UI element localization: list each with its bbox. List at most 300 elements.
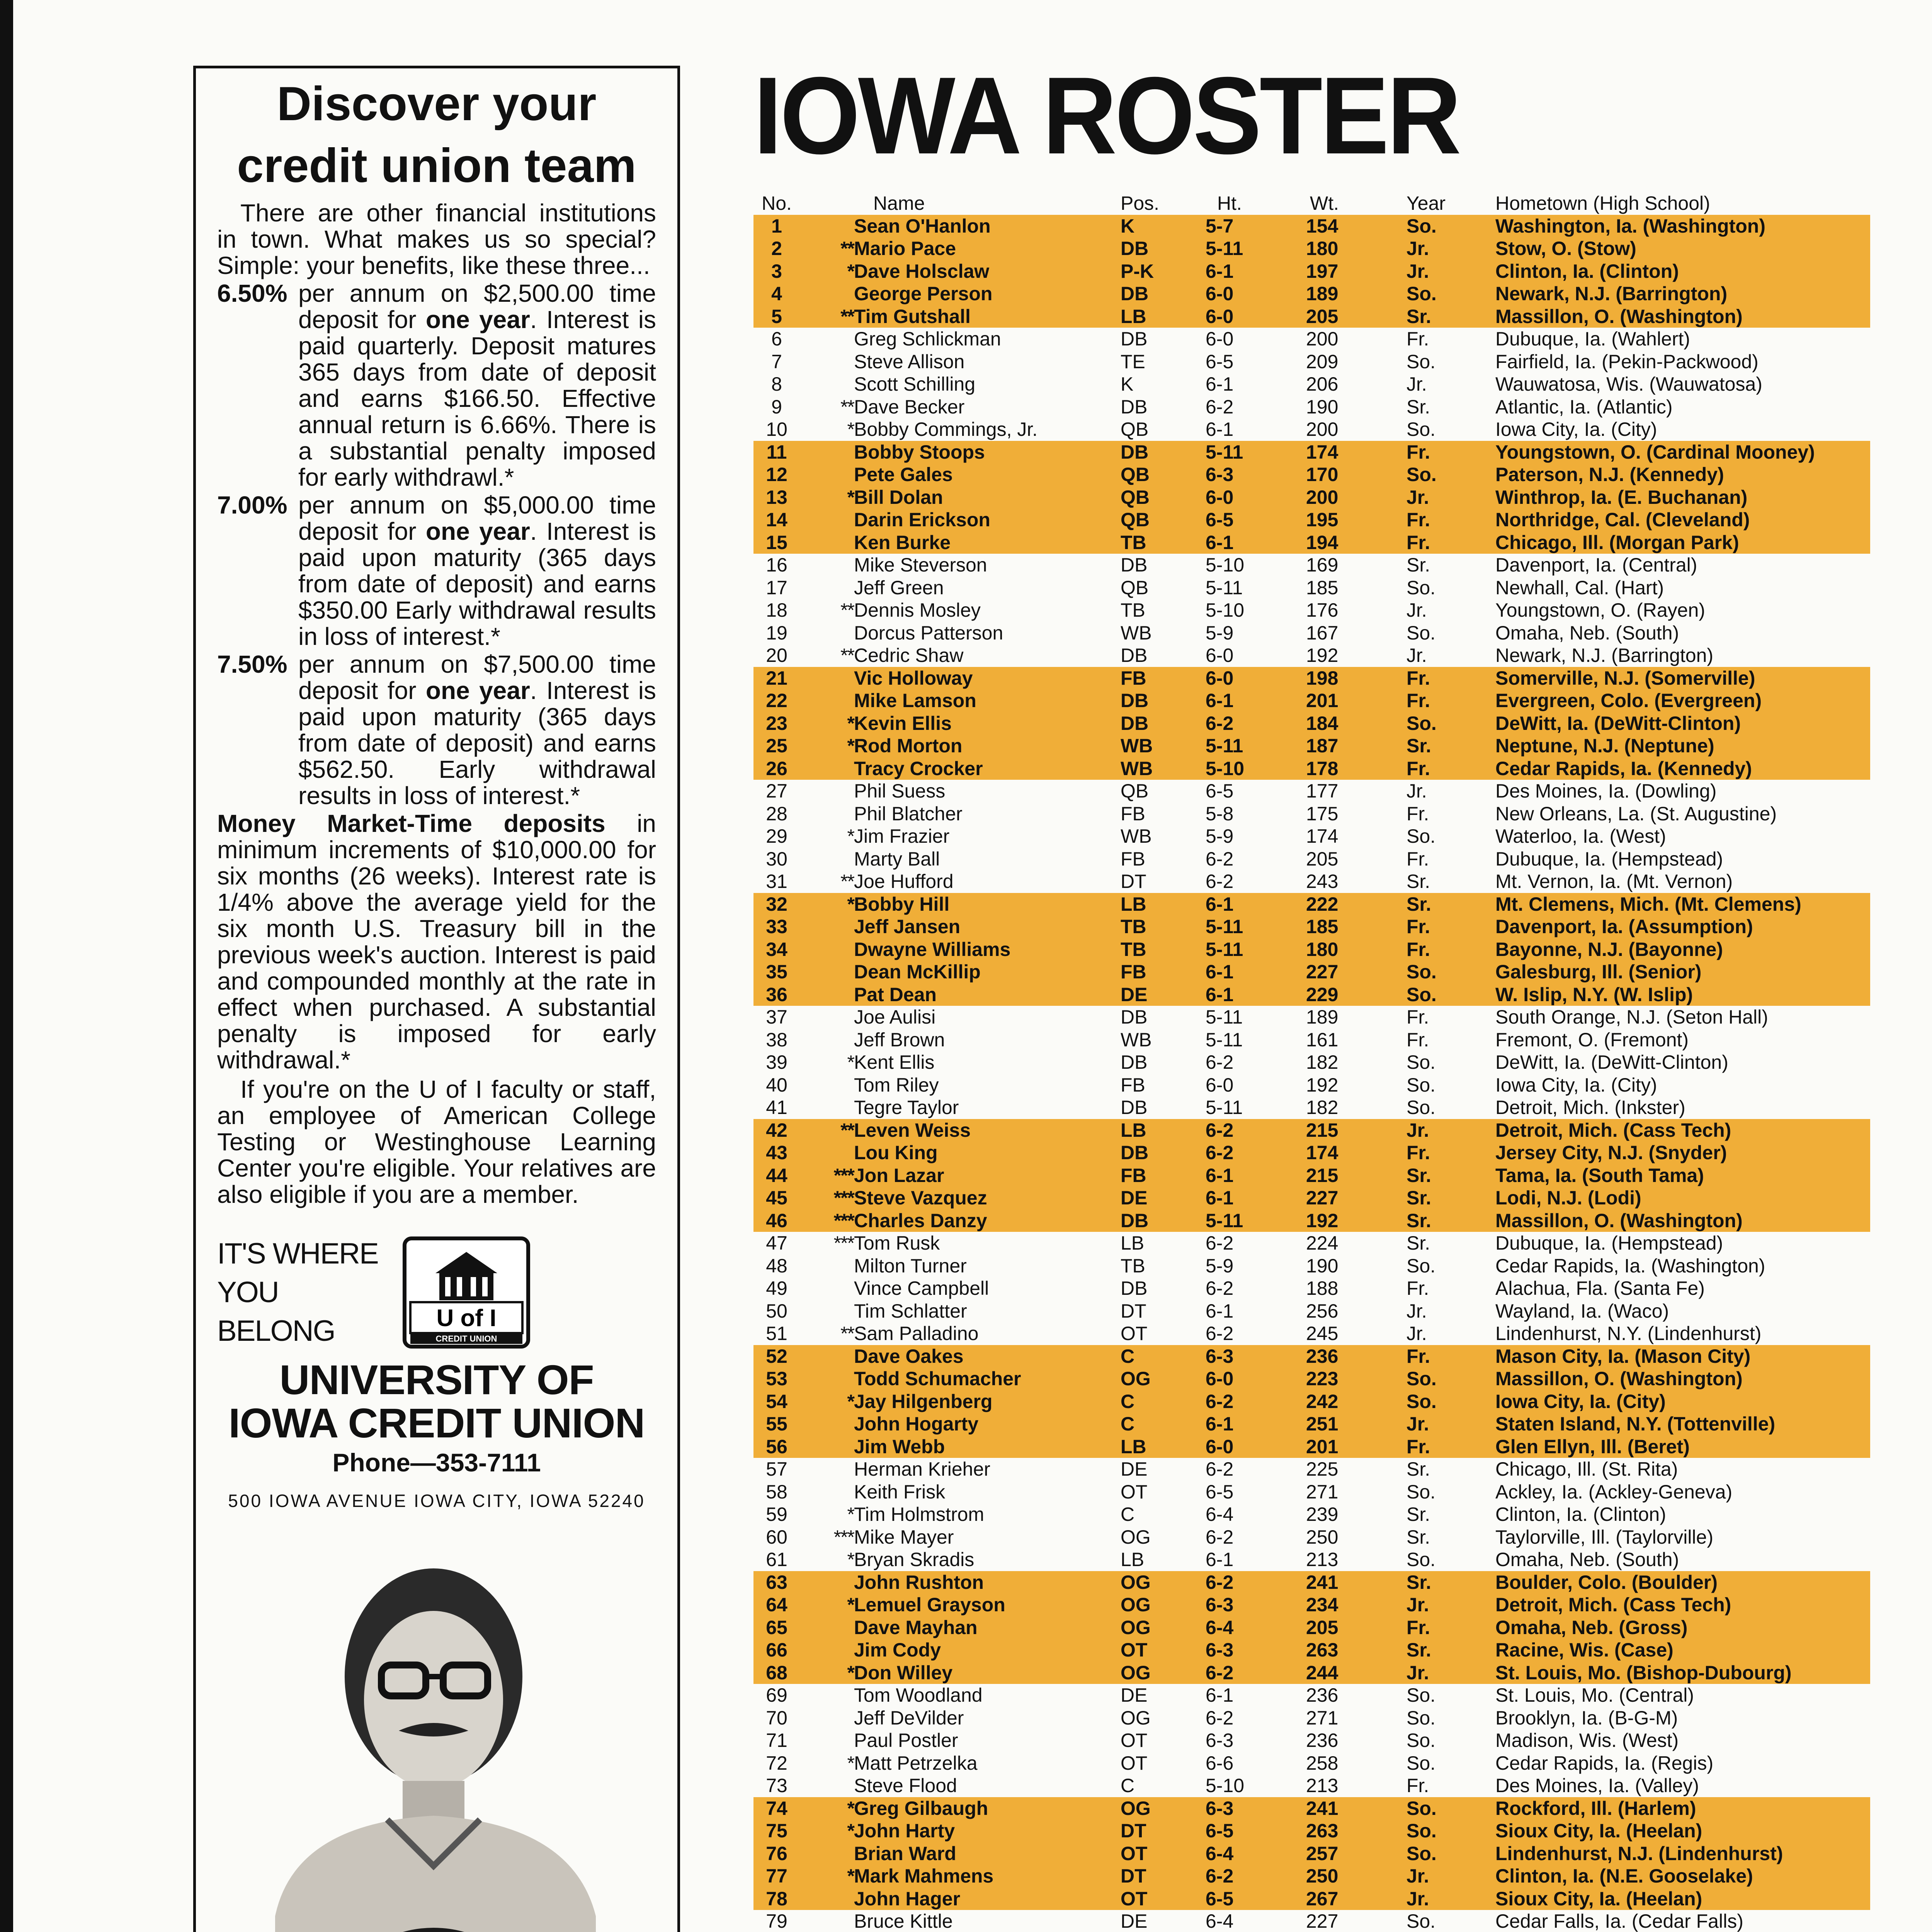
player-year: So. (1406, 961, 1437, 983)
player-hometown: Iowa City, Ia. (City) (1495, 1390, 1666, 1412)
player-height: 5-11 (1206, 238, 1243, 259)
player-name: Tom Riley (854, 1074, 939, 1096)
table-row (753, 1187, 1870, 1209)
player-year: So. (1406, 1752, 1436, 1774)
player-hometown: Newark, N.J. (Barrington) (1495, 645, 1714, 666)
player-number: 76 (766, 1842, 787, 1864)
player-year: Jr. (1406, 238, 1429, 259)
player-weight: 194 (1306, 531, 1338, 553)
player-position: TB (1121, 938, 1146, 960)
table-row (753, 622, 1870, 645)
player-position: OG (1121, 1707, 1151, 1729)
table-row (753, 870, 1870, 893)
player-hometown: Dubuque, Ia. (Wahlert) (1495, 328, 1690, 350)
player-number: 55 (766, 1413, 787, 1435)
player-weight: 198 (1306, 667, 1338, 689)
player-height: 5-10 (1206, 554, 1245, 576)
player-year: Jr. (1406, 486, 1429, 508)
player-height: 6-1 (1206, 1413, 1234, 1435)
player-hometown: St. Louis, Mo. (Central) (1495, 1684, 1694, 1706)
player-height: 6-1 (1206, 373, 1234, 395)
player-name: *Kent Ellis (811, 1051, 1082, 1074)
player-height: 5-9 (1206, 825, 1234, 847)
player-position: OG (1121, 1797, 1151, 1819)
player-number: 43 (766, 1142, 787, 1163)
player-number: 17 (766, 577, 787, 599)
player-hometown: Newark, N.J. (Barrington) (1495, 283, 1728, 304)
player-number: 59 (766, 1503, 787, 1525)
player-name: *Dave Holsclaw (811, 260, 1082, 283)
player-hometown: Cedar Rapids, Ia. (Kennedy) (1495, 757, 1752, 779)
roster-rows (753, 215, 1870, 1932)
player-hometown: DeWitt, Ia. (DeWitt-Clinton) (1495, 1051, 1728, 1073)
rate-list (217, 280, 656, 809)
player-name: John Hager (854, 1888, 961, 1910)
table-row (753, 1074, 1870, 1097)
credit-union-logo-icon (403, 1236, 530, 1349)
player-height: 6-1 (1206, 983, 1234, 1005)
player-number: 57 (766, 1458, 787, 1480)
player-position: C (1121, 1503, 1135, 1525)
player-number: 6 (771, 328, 782, 350)
player-weight: 213 (1306, 1775, 1338, 1796)
player-year: Jr. (1406, 1865, 1429, 1887)
player-number: 33 (766, 916, 787, 937)
player-position: OT (1121, 1323, 1148, 1344)
table-row (753, 689, 1870, 712)
player-hometown: Mt. Vernon, Ia. (Mt. Vernon) (1495, 871, 1733, 892)
player-hometown: Alachua, Fla. (Santa Fe) (1495, 1277, 1705, 1299)
player-number: 25 (766, 735, 787, 757)
player-number: 60 (766, 1526, 787, 1548)
table-row (753, 1888, 1870, 1910)
player-number: 48 (766, 1255, 787, 1277)
player-name: Dave Mayhan (854, 1616, 978, 1638)
player-height: 6-2 (1206, 1526, 1234, 1548)
player-number: 2 (771, 238, 782, 259)
player-year: So. (1406, 1368, 1437, 1389)
player-hometown: Youngstown, O. (Cardinal Mooney) (1495, 441, 1815, 463)
player-height: 5-11 (1206, 441, 1243, 463)
player-name: Brian Ward (854, 1842, 956, 1864)
player-number: 34 (766, 938, 787, 960)
player-weight: 213 (1306, 1549, 1338, 1570)
player-hometown: Staten Island, N.Y. (Tottenville) (1495, 1413, 1776, 1435)
player-name: Jim Cody (854, 1639, 941, 1661)
player-number: 15 (766, 531, 787, 553)
player-height: 6-2 (1206, 1390, 1234, 1412)
player-year: Sr. (1406, 893, 1431, 915)
player-position: WB (1121, 735, 1153, 757)
player-name: Dave Oakes (854, 1345, 964, 1367)
player-height: 5-11 (1206, 735, 1243, 757)
player-height: 6-0 (1206, 667, 1234, 689)
table-row (753, 712, 1870, 735)
player-hometown: Dubuque, Ia. (Hempstead) (1495, 848, 1723, 870)
player-number: 35 (766, 961, 787, 983)
player-number: 22 (766, 690, 787, 711)
player-weight: 192 (1306, 1074, 1338, 1096)
player-hometown: Sioux City, Ia. (Heelan) (1495, 1888, 1702, 1910)
player-height: 6-5 (1206, 780, 1234, 802)
player-position: C (1121, 1775, 1135, 1796)
player-name: Paul Postler (854, 1730, 958, 1751)
table-row (753, 237, 1870, 260)
player-height: 6-2 (1206, 1051, 1234, 1073)
player-year: So. (1406, 1910, 1436, 1932)
player-position: LB (1121, 1435, 1146, 1458)
player-position: FB (1121, 667, 1146, 689)
player-name: ***Jon Lazar (811, 1164, 1082, 1187)
money-market-head: Money Market-Time deposits (217, 810, 605, 837)
table-row (753, 961, 1870, 983)
table-row (753, 1797, 1870, 1820)
table-row (753, 1910, 1870, 1932)
player-year: So. (1406, 1097, 1436, 1118)
player-number: 45 (766, 1187, 787, 1209)
player-height: 5-11 (1206, 1006, 1243, 1028)
player-year: So. (1406, 1684, 1436, 1706)
letters-won: * (847, 1549, 854, 1570)
player-number: 44 (766, 1164, 787, 1186)
player-position: DB (1121, 712, 1149, 734)
player-position: QB (1121, 780, 1149, 802)
letters-won: *** (833, 1209, 854, 1231)
player-hometown: Stow, O. (Stow) (1495, 238, 1636, 259)
table-row (753, 1435, 1870, 1458)
roster-header-row (753, 192, 1870, 215)
player-weight: 229 (1306, 983, 1338, 1005)
player-hometown: Atlantic, Ia. (Atlantic) (1495, 396, 1673, 418)
player-number: 61 (766, 1549, 787, 1570)
player-position: TB (1121, 531, 1146, 553)
player-year: Fr. (1406, 1616, 1430, 1638)
player-position: LB (1121, 305, 1146, 327)
player-name: *Lemuel Grayson (811, 1594, 1082, 1616)
player-height: 5-10 (1206, 599, 1245, 621)
player-position: FB (1121, 1164, 1146, 1186)
letters-won: * (847, 893, 854, 915)
player-name: Ken Burke (854, 531, 951, 553)
player-position: OT (1121, 1639, 1148, 1661)
player-weight: 256 (1306, 1300, 1338, 1322)
table-row (753, 938, 1870, 961)
player-hometown: Fairfield, Ia. (Pekin-Packwood) (1495, 350, 1759, 372)
table-row (753, 282, 1870, 305)
player-year: So. (1406, 712, 1437, 734)
rate-item (217, 280, 656, 490)
player-hometown: Tama, Ia. (South Tama) (1495, 1164, 1704, 1186)
player-height: 5-9 (1206, 622, 1234, 644)
player-height: 5-11 (1206, 577, 1243, 599)
player-name: *Tim Holmstrom (811, 1503, 1082, 1526)
player-weight: 250 (1306, 1865, 1338, 1887)
player-year: Sr. (1406, 1526, 1430, 1548)
player-weight: 263 (1306, 1820, 1338, 1842)
man-with-helmet-photo (217, 1537, 662, 1932)
letters-won: * (847, 486, 854, 508)
player-year: So. (1406, 1730, 1436, 1751)
player-hometown: Cedar Rapids, Ia. (Regis) (1495, 1752, 1714, 1774)
player-hometown: Chicago, Ill. (Morgan Park) (1495, 531, 1739, 553)
money-market (217, 810, 656, 1073)
table-row (753, 1141, 1870, 1164)
player-number: 28 (766, 803, 787, 825)
player-weight: 236 (1306, 1730, 1338, 1751)
player-number: 77 (766, 1865, 787, 1887)
table-row (753, 1277, 1870, 1300)
player-name: ***Tom Rusk (811, 1232, 1082, 1255)
player-hometown: Galesburg, Ill. (Senior) (1495, 961, 1702, 983)
player-number: 5 (771, 305, 782, 327)
player-position: OT (1121, 1481, 1148, 1503)
ad-title: Discover your credit union team (237, 77, 636, 192)
player-position: TE (1121, 350, 1145, 372)
player-name: *Bobby Commings, Jr. (811, 418, 1082, 441)
player-height: 5-11 (1206, 1209, 1243, 1231)
player-name: Pete Gales (854, 464, 953, 485)
player-hometown: Clinton, Ia. (Clinton) (1495, 1503, 1666, 1525)
player-name: Steve Flood (854, 1775, 957, 1796)
table-row (753, 780, 1870, 803)
player-number: 49 (766, 1277, 787, 1299)
player-height: 6-2 (1206, 712, 1234, 734)
player-year: Fr. (1406, 757, 1430, 779)
player-hometown: Lindenhurst, N.Y. (Lindenhurst) (1495, 1323, 1762, 1344)
player-position: LB (1121, 893, 1146, 915)
player-name: Todd Schumacher (854, 1368, 1021, 1389)
player-position: QB (1121, 577, 1149, 599)
rate-item (217, 651, 656, 809)
player-number: 20 (766, 645, 787, 666)
table-row (753, 350, 1870, 373)
table-row (753, 1707, 1870, 1730)
player-hometown: W. Islip, N.Y. (W. Islip) (1495, 983, 1693, 1005)
player-number: 10 (766, 418, 787, 440)
player-height: 6-3 (1206, 1639, 1234, 1661)
player-weight: 271 (1306, 1481, 1338, 1503)
table-row (753, 599, 1870, 622)
player-year: Jr. (1406, 780, 1427, 802)
player-height: 6-4 (1206, 1616, 1234, 1638)
letters-won: * (847, 1051, 854, 1073)
player-weight: 187 (1306, 735, 1338, 757)
letters-won: ** (840, 871, 854, 892)
player-name: **Tim Gutshall (811, 305, 1082, 328)
player-height: 6-2 (1206, 848, 1234, 870)
player-number: 37 (766, 1006, 787, 1028)
letters-won: * (847, 1662, 854, 1684)
player-height: 6-1 (1206, 961, 1234, 983)
player-hometown: Bayonne, N.J. (Bayonne) (1495, 938, 1723, 960)
table-row (753, 825, 1870, 848)
player-year: Fr. (1406, 848, 1429, 870)
player-name: Dean McKillip (854, 961, 981, 983)
player-height: 6-0 (1206, 283, 1234, 304)
player-position: DB (1121, 645, 1148, 666)
player-year: So. (1406, 215, 1437, 237)
table-row (753, 1367, 1870, 1390)
player-hometown: Fremont, O. (Fremont) (1495, 1029, 1689, 1051)
player-weight: 251 (1306, 1413, 1338, 1435)
player-position: OG (1121, 1594, 1151, 1616)
player-height: 6-4 (1206, 1503, 1234, 1525)
player-weight: 234 (1306, 1594, 1338, 1616)
player-hometown: Boulder, Colo. (Boulder) (1495, 1571, 1718, 1593)
table-row (753, 1639, 1870, 1662)
player-year: Jr. (1406, 599, 1427, 621)
player-height: 6-1 (1206, 1164, 1234, 1186)
player-year: So. (1406, 1074, 1436, 1096)
player-weight: 167 (1306, 622, 1338, 644)
player-number: 71 (766, 1730, 787, 1751)
table-row (753, 463, 1870, 486)
player-hometown: Massillon, O. (Washington) (1495, 1368, 1743, 1389)
player-weight: 200 (1306, 328, 1338, 350)
player-name: Bobby Stoops (854, 441, 985, 463)
letters-won: ** (840, 599, 854, 621)
player-number: 11 (766, 441, 787, 463)
table-row (753, 1119, 1870, 1142)
player-height: 6-1 (1206, 418, 1234, 440)
player-hometown: Mt. Clemens, Mich. (Mt. Clemens) (1495, 893, 1801, 915)
table-row (753, 1729, 1870, 1752)
player-height: 6-1 (1206, 1549, 1234, 1570)
table-row (753, 893, 1870, 916)
player-name: Scott Schilling (854, 373, 976, 395)
table-row (753, 983, 1870, 1006)
player-hometown: Clinton, Ia. (N.E. Gooselake) (1495, 1865, 1753, 1887)
player-weight: 239 (1306, 1503, 1338, 1525)
player-name: Phil Blatcher (854, 803, 963, 825)
header-no: No. (762, 192, 792, 214)
player-hometown: Brooklyn, Ia. (B-G-M) (1495, 1707, 1678, 1729)
svg-text:CREDIT UNION: CREDIT UNION (435, 1334, 497, 1344)
player-year: So. (1406, 825, 1436, 847)
player-position: OT (1121, 1842, 1148, 1864)
player-height: 6-0 (1206, 1435, 1234, 1458)
player-year: So. (1406, 1549, 1436, 1570)
player-weight: 227 (1306, 1187, 1338, 1209)
player-number: 39 (766, 1051, 787, 1073)
player-name: **Joe Hufford (811, 870, 1082, 893)
player-name: *Jim Frazier (811, 825, 1082, 848)
player-hometown: Cedar Rapids, Ia. (Washington) (1495, 1255, 1765, 1277)
player-weight: 189 (1306, 1006, 1338, 1028)
player-name: Mike Lamson (854, 690, 976, 711)
table-row (753, 1322, 1870, 1345)
player-name: Tom Woodland (854, 1684, 983, 1706)
player-weight: 190 (1306, 1255, 1338, 1277)
header-hometown: Hometown (High School) (1495, 192, 1710, 214)
table-row (753, 305, 1870, 328)
player-name: Herman Krieher (854, 1458, 990, 1480)
player-year: Sr. (1406, 554, 1430, 576)
table-row (753, 757, 1870, 780)
player-number: 18 (766, 599, 787, 621)
table-row (753, 531, 1870, 554)
player-position: OG (1121, 1526, 1151, 1548)
player-position: DE (1121, 1910, 1148, 1932)
player-number: 74 (766, 1797, 787, 1819)
player-weight: 197 (1306, 260, 1338, 282)
player-position: DB (1121, 238, 1149, 259)
player-position: DE (1121, 983, 1148, 1005)
player-hometown: Des Moines, Ia. (Dowling) (1495, 780, 1717, 802)
phone: Phone—353-7111 (332, 1448, 541, 1477)
player-year: So. (1406, 622, 1436, 644)
player-height: 6-0 (1206, 1074, 1234, 1096)
player-weight: 263 (1306, 1639, 1338, 1661)
player-weight: 201 (1306, 1435, 1338, 1458)
player-hometown: Wayland, Ia. (Waco) (1495, 1300, 1669, 1322)
player-number: 52 (766, 1345, 787, 1367)
player-year: Fr. (1406, 531, 1430, 553)
player-number: 42 (766, 1119, 787, 1141)
player-name: ***Mike Mayer (811, 1526, 1082, 1549)
player-height: 6-4 (1206, 1842, 1234, 1864)
player-hometown: Youngstown, O. (Rayen) (1495, 599, 1705, 621)
table-row (753, 509, 1870, 531)
player-name: Jeff Jansen (854, 916, 961, 937)
player-position: OT (1121, 1752, 1148, 1774)
table-row (753, 441, 1870, 464)
player-weight: 192 (1306, 1209, 1338, 1231)
player-position: K (1121, 215, 1135, 237)
player-hometown: Wauwatosa, Wis. (Wauwatosa) (1495, 373, 1762, 395)
player-weight: 182 (1306, 1051, 1338, 1073)
player-hometown: Waterloo, Ia. (West) (1495, 825, 1666, 847)
player-position: DE (1121, 1684, 1148, 1706)
player-year: Fr. (1406, 667, 1430, 689)
table-row (753, 1865, 1870, 1888)
player-weight: 182 (1306, 1097, 1338, 1118)
player-name: *Don Willey (811, 1662, 1082, 1684)
player-year: Fr. (1406, 509, 1430, 531)
player-position: WB (1121, 757, 1153, 779)
table-row (753, 1503, 1870, 1526)
player-name: Lou King (854, 1142, 938, 1163)
player-weight: 185 (1306, 577, 1338, 599)
player-year: So. (1406, 1390, 1437, 1412)
player-height: 6-3 (1206, 1345, 1234, 1367)
player-name: Dorcus Patterson (854, 622, 1003, 644)
player-height: 6-5 (1206, 509, 1234, 531)
player-height: 6-3 (1206, 1797, 1234, 1819)
letters-won: * (847, 825, 854, 847)
player-number: 65 (766, 1616, 787, 1638)
player-weight: 236 (1306, 1684, 1338, 1706)
money-market-text: in minimum increments of $10,000.00 for six months (26 weeks). Interest rate is 1/4% above the average yield for the six month U.S. Treasury bill in the previous week's auction. Interest is paid and compounded monthly at the rate in effect when purchased. A substantial penalty is imposed for early withdrawal.* (217, 810, 656, 1074)
player-name: Dwayne Williams (854, 938, 1011, 960)
letters-won: * (847, 1820, 854, 1842)
player-height: 6-0 (1206, 1368, 1234, 1389)
player-weight: 190 (1306, 396, 1338, 418)
player-weight: 192 (1306, 645, 1338, 666)
player-height: 6-3 (1206, 464, 1234, 485)
table-row (753, 1164, 1870, 1187)
player-hometown: Lodi, N.J. (Lodi) (1495, 1187, 1641, 1209)
player-height: 5-10 (1206, 1775, 1245, 1796)
player-name: Sean O'Hanlon (854, 215, 991, 237)
player-hometown: Evergreen, Colo. (Evergreen) (1495, 690, 1762, 711)
player-year: Fr. (1406, 1435, 1430, 1458)
player-name: Phil Suess (854, 780, 946, 802)
player-year: Jr. (1406, 1300, 1427, 1322)
player-year: Jr. (1406, 1888, 1429, 1910)
player-height: 6-4 (1206, 1910, 1234, 1932)
player-number: 58 (766, 1481, 787, 1503)
